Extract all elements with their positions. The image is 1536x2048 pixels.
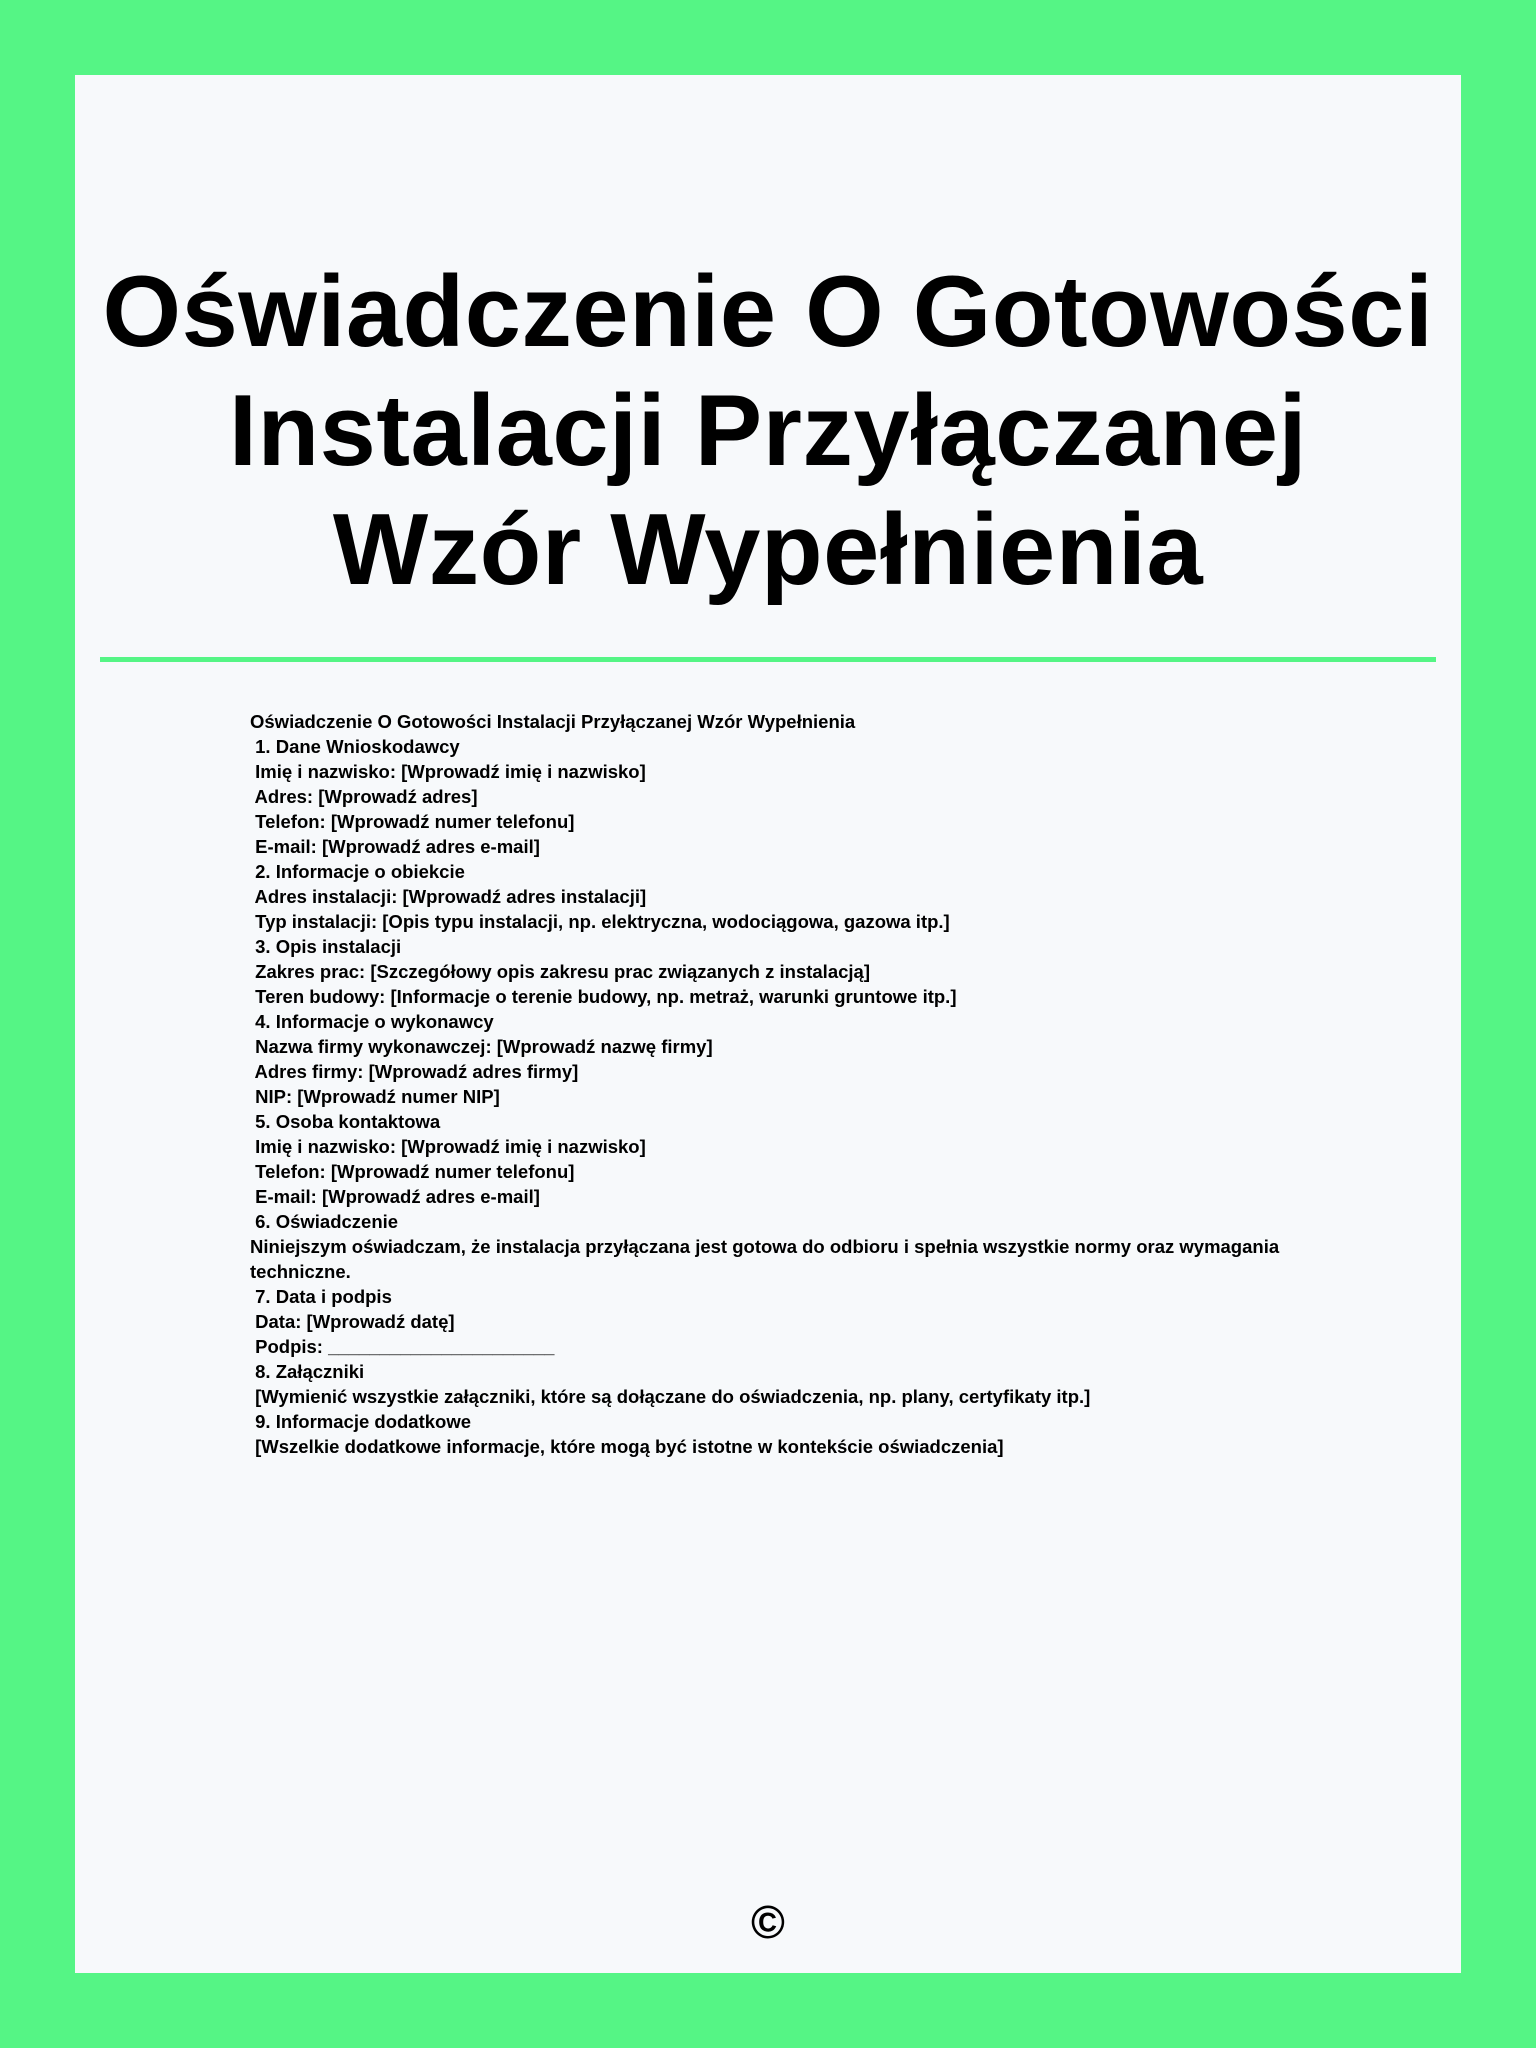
- contractor-nip-field: NIP: [Wprowadź numer NIP]: [250, 1086, 500, 1107]
- installation-type-field: Typ instalacji: [Opis typu instalacji, np. elektryczna, wodociągowa, gazowa itp.]: [250, 911, 950, 932]
- contact-name-field: Imię i nazwisko: [Wprowadź imię i nazwisko]: [250, 1136, 646, 1157]
- document-title: Oświadczenie O Gotowości Instalacji Przyłączanej Wzór Wypełnienia: [102, 256, 1434, 606]
- section-heading-declaration: 6. Oświadczenie: [250, 1211, 399, 1232]
- date-field: Data: [Wprowadź datę]: [250, 1311, 455, 1332]
- section-heading-applicant: 1. Dane Wnioskodawcy: [250, 736, 460, 757]
- body-heading: Oświadczenie O Gotowości Instalacji Przyłączanej Wzór Wypełnienia: [250, 711, 856, 732]
- section-heading-object: 2. Informacje o obiekcie: [250, 861, 465, 882]
- additional-info-field: [Wszelkie dodatkowe informacje, które mogą być istotne w kontekście oświadczenia]: [250, 1436, 1004, 1457]
- copyright-icon: ©: [751, 1896, 785, 1948]
- section-heading-attachments: 8. Załączniki: [250, 1361, 365, 1382]
- section-heading-description: 3. Opis instalacji: [250, 936, 402, 957]
- section-heading-contact: 5. Osoba kontaktowa: [250, 1111, 441, 1132]
- applicant-name-field: Imię i nazwisko: [Wprowadź imię i nazwisko]: [250, 761, 646, 782]
- site-field: Teren budowy: [Informacje o terenie budowy, np. metraż, warunki gruntowe itp.]: [250, 986, 957, 1007]
- contractor-name-field: Nazwa firmy wykonawczej: [Wprowadź nazwę firmy]: [250, 1036, 713, 1057]
- installation-address-field: Adres instalacji: [Wprowadź adres instalacji]: [250, 886, 647, 907]
- contact-phone-field: Telefon: [Wprowadź numer telefonu]: [250, 1161, 575, 1182]
- attachments-field: [Wymienić wszystkie załączniki, które są dołączane do oświadczenia, np. plany, certyfikaty itp.]: [250, 1386, 1091, 1407]
- applicant-email-field: E-mail: [Wprowadź adres e-mail]: [250, 836, 540, 857]
- applicant-address-field: Adres: [Wprowadź adres]: [250, 786, 478, 807]
- title-divider: [100, 657, 1436, 662]
- section-heading-additional-info: 9. Informacje dodatkowe: [250, 1411, 472, 1432]
- section-heading-date-signature: 7. Data i podpis: [250, 1286, 392, 1307]
- signature-field: Podpis: ______________________: [250, 1336, 555, 1357]
- document-body: [250, 709, 1300, 1459]
- contractor-address-field: Adres firmy: [Wprowadź adres firmy]: [250, 1061, 579, 1082]
- section-heading-contractor: 4. Informacje o wykonawcy: [250, 1011, 494, 1032]
- document-page: [75, 75, 1461, 1973]
- declaration-text: Niniejszym oświadczam, że instalacja przyłączana jest gotowa do odbioru i spełnia wszystkie normy oraz wymagania techniczne.: [250, 1236, 1280, 1282]
- contact-email-field: E-mail: [Wprowadź adres e-mail]: [250, 1186, 540, 1207]
- applicant-phone-field: Telefon: [Wprowadź numer telefonu]: [250, 811, 575, 832]
- work-scope-field: Zakres prac: [Szczegółowy opis zakresu prac związanych z instalacją]: [250, 961, 870, 982]
